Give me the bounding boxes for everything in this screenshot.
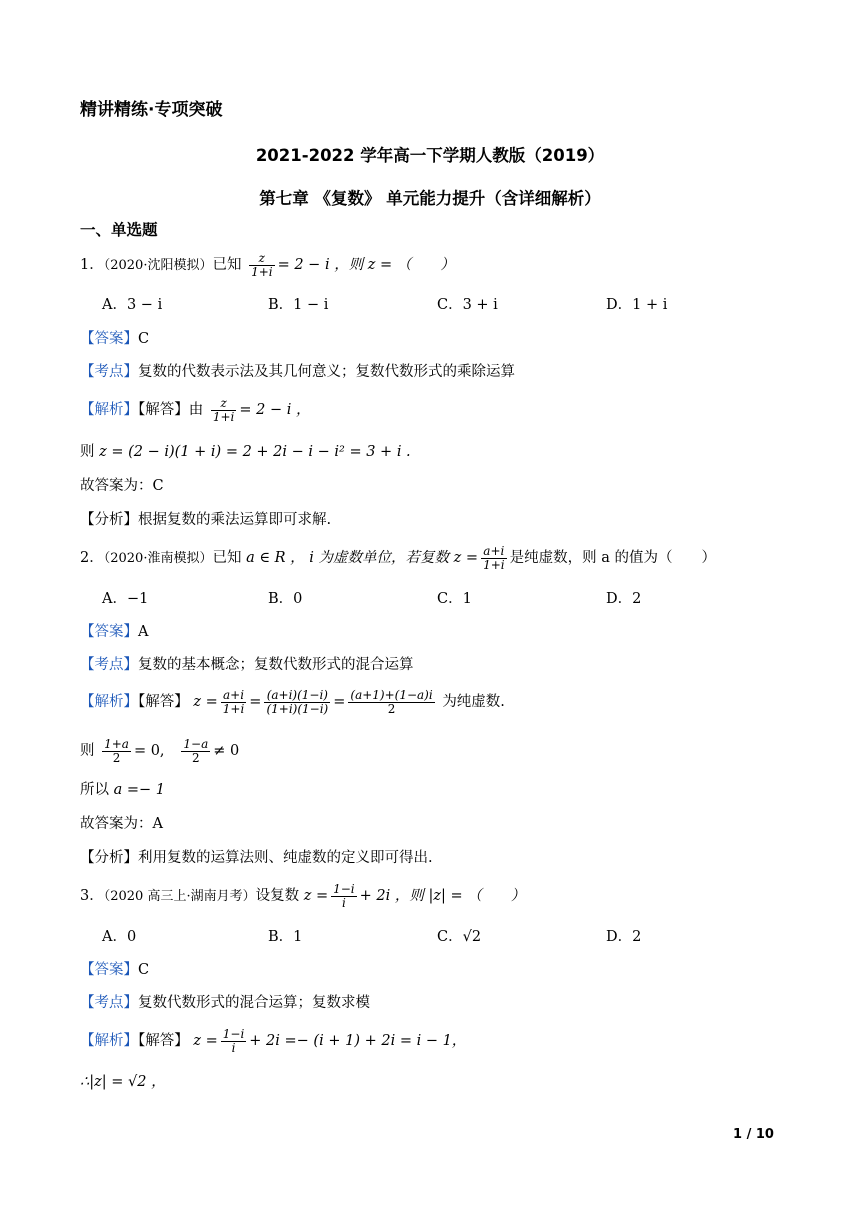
option-d: D．2	[606, 929, 642, 945]
modulus-line: ∴|z| = √2 ，	[80, 1074, 166, 1090]
result-line: 所以 a =− 1	[80, 782, 165, 798]
section-heading: 一、单选题	[80, 221, 158, 239]
option-b: B．1	[268, 929, 303, 945]
answer-value: C	[138, 962, 150, 978]
option-d: D．2	[606, 591, 642, 607]
solution-step: 则 z = (2 − i)(1 + i) = 2 + 2i − i − i² = 3 + i .	[80, 444, 411, 460]
point-line: 【考点】复数的基本概念；复数代数形式的混合运算	[80, 657, 414, 673]
question-1-stem: 1．（2020·沈阳模拟）已知 $\frac{z}{1+i}$ = 2 − i ，则 z = （ ）	[80, 251, 455, 279]
question-source: （2020·沈阳模拟）	[103, 258, 213, 274]
option-b: B．1 − i	[268, 297, 329, 313]
final-answer: 故答案为：C	[80, 478, 164, 494]
question-number: 3．	[80, 888, 104, 905]
option-a: A．−1	[102, 591, 149, 607]
brand-title: 精讲精练·专项突破	[80, 100, 223, 120]
question-2-stem: 2．（2020·淮南模拟）已知 a ∈ R ， i 为虚数单位，若复数 z = $\frac{a+i}{1+i}$ 是纯虚数，则 a 的值为（ ）	[80, 544, 716, 572]
page-number: 1 / 10	[733, 1127, 774, 1142]
summary-line: 【分析】根据复数的乘法运算即可求解.	[80, 512, 332, 528]
answer-value: C	[138, 331, 150, 347]
option-a: A．3 − i	[102, 297, 163, 313]
condition-line: 则 $\frac{1+a}{2}$ = 0, $\frac{1-a}{2}$ ≠ 0	[80, 737, 240, 765]
document-title-line1: 2021-2022 学年高一下学期人教版（2019）	[255, 146, 605, 165]
solution-line: 【解析】【解答】由 $\frac{z}{1+i}$ = 2 − i ，	[80, 396, 311, 424]
solution-line: 【解析】【解答】 z = $\frac{1-i}{i}$ + 2i =− (i + 1) + 2i = i − 1，	[80, 1027, 467, 1055]
option-c: C．√2	[437, 929, 482, 945]
question-source: （2020·淮南模拟）	[103, 551, 213, 567]
question-number: 2．	[80, 550, 104, 567]
option-d: D．1 + i	[606, 297, 668, 313]
answer-line: 【答案】C	[80, 962, 150, 978]
document-title-line2: 第七章 《复数》 单元能力提升（含详细解析）	[259, 189, 601, 208]
option-b: B．0	[268, 591, 303, 607]
answer-line: 【答案】C	[80, 331, 150, 347]
option-c: C．1	[437, 591, 472, 607]
option-c: C．3 + i	[437, 297, 498, 313]
fraction: $\frac{z}{1+i}$	[251, 251, 273, 279]
final-answer: 故答案为：A	[80, 816, 163, 832]
summary-line: 【分析】利用复数的运算法则、纯虚数的定义即可得出.	[80, 850, 433, 866]
answer-line: 【答案】A	[80, 624, 149, 640]
solution-line: 【解析】【解答】 z = $\frac{a+i}{1+i}$ = $\frac{(a+i)(1-i)}{(1+i)(1-i)}$ = $\frac{(a+1)+(1-a)i}{2}$ 为纯虚数.	[80, 688, 505, 716]
answer-value: A	[138, 624, 149, 640]
option-a: A．0	[102, 929, 137, 945]
question-source: （2020 高三上·湖南月考）	[103, 889, 256, 905]
point-line: 【考点】复数代数形式的混合运算；复数求模	[80, 995, 370, 1011]
question-number: 1．	[80, 257, 104, 274]
point-line: 【考点】复数的代数表示法及其几何意义；复数代数形式的乘除运算	[80, 364, 515, 380]
question-3-stem: 3．（2020 高三上·湖南月考）设复数 z = $\frac{1-i}{i}$ + 2i ，则 |z| = （ ）	[80, 882, 526, 910]
